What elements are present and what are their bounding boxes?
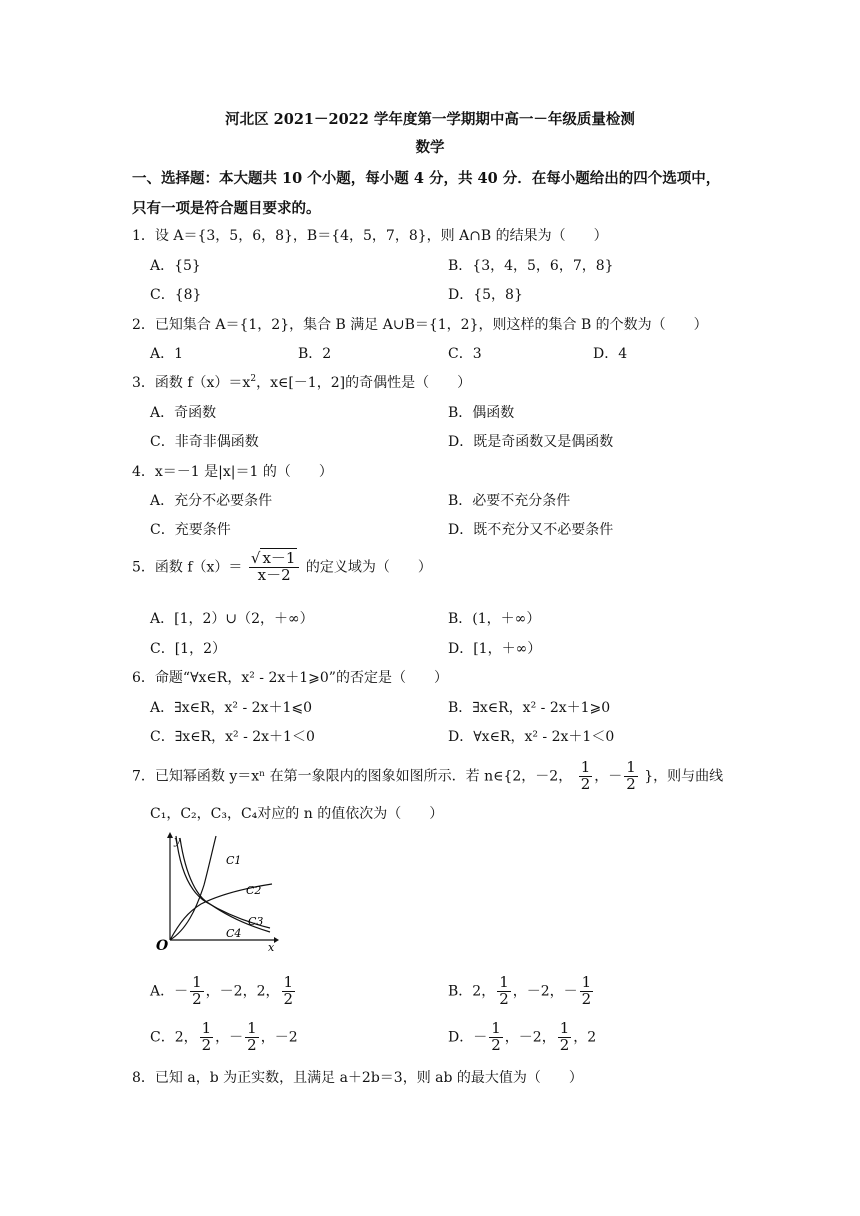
q5-option-b: B．(1，＋∞） <box>448 611 541 627</box>
q5-option-c: C．[1，2） <box>150 641 226 657</box>
question-1-stem: 1．设 A＝{3，5，6，8}，B＝{4，5，7，8}，则 A∩B 的结果为（ ） <box>132 228 608 244</box>
question-6-stem: 6．命题“∀x∈R，x² - 2x＋1⩾0”的否定是（ ） <box>132 670 448 686</box>
curve-c1 <box>170 836 216 940</box>
q5-option-d: D．[1，＋∞） <box>448 641 542 657</box>
question-2-stem: 2．已知集合 A＝{1，2}，集合 B 满足 A∪B＝{1，2}，则这样的集合 B 的个数为（ ） <box>132 317 708 333</box>
q1-option-c: C．{8} <box>150 287 202 303</box>
q3-option-b: B．偶函数 <box>448 405 515 421</box>
q7-option-d: D．－ $\frac{1}{2}$ ，－2， $\frac{1}{2}$ ，2 <box>448 1019 597 1054</box>
q4-option-b: B．必要不充分条件 <box>448 493 571 509</box>
subject-title: 数学 <box>415 139 445 156</box>
question-4-stem: 4．x＝－1 是|x|＝1 的（ ） <box>132 464 333 480</box>
x-axis-label: x <box>268 941 275 952</box>
power-function-graph <box>146 830 280 952</box>
q1-option-b: B．{3，4，5，6，7，8} <box>448 258 614 274</box>
question-5-stem: 5．函数 f（x）＝ $\frac{√ x-1}{x-2}$ 的定义域为（ ） <box>132 549 432 584</box>
section-heading-line2: 只有一项是符合题目要求的。 <box>132 200 321 217</box>
q4-option-c: C．充要条件 <box>150 522 231 538</box>
q5-fraction: $\frac{√ x-1}{x-2}$ <box>249 551 300 584</box>
section-heading-line1: 一、选择题：本大题共 10 个小题，每小题 4 分，共 40 分．在每小题给出的四个选项中， <box>132 170 721 187</box>
q7-option-a: A．－ $\frac{1}{2}$ ，－2，2， $\frac{1}{2}$ <box>150 973 294 1008</box>
curve-label-c4: C4 <box>226 927 242 940</box>
q6-option-d: D．∀x∈R，x² - 2x＋1＜0 <box>448 729 615 745</box>
q3-option-c: C．非奇非偶函数 <box>150 434 259 450</box>
question-7-stem-line1: 7．已知幂函数 y＝xⁿ 在第一象限内的图象如图所示．若 n∈{2，－2， $\frac{1}{2}$ ，－ $\frac{1}{2}$ }，则与曲线 <box>132 758 724 793</box>
q3-option-a: A．奇函数 <box>150 405 217 421</box>
q1-option-a: A．{5} <box>150 258 201 274</box>
y-axis-label: y <box>174 834 181 847</box>
q6-option-a: A．∃x∈R，x² - 2x＋1⩽0 <box>150 700 312 716</box>
origin-label: O <box>156 938 169 952</box>
q3-option-d: D．既是奇函数又是偶函数 <box>448 434 614 450</box>
q5-option-a: A．[1，2）∪（2，＋∞） <box>150 611 314 627</box>
q2-option-d: D．4 <box>593 346 628 362</box>
q7-option-b: B．2， $\frac{1}{2}$ ，－2，－ $\frac{1}{2}$ <box>448 973 592 1008</box>
q4-option-a: A．充分不必要条件 <box>150 493 273 509</box>
exam-title: 河北区 2021－2022 学年度第一学期期中高一－年级质量检测 <box>225 111 635 128</box>
q6-option-b: B．∃x∈R，x² - 2x＋1⩾0 <box>448 700 611 716</box>
curve-label-c1: C1 <box>226 854 242 867</box>
question-7-stem-line2: C₁，C₂，C₃，C₄对应的 n 的值依次为（ ） <box>150 806 444 822</box>
y-axis-arrow <box>167 832 173 838</box>
q2-option-b: B．2 <box>298 346 332 362</box>
x-axis-arrow <box>274 937 279 943</box>
q7-option-c: C．2， $\frac{1}{2}$ ，－ $\frac{1}{2}$ ，－2 <box>150 1019 298 1054</box>
q1-option-d: D．{5，8} <box>448 287 523 303</box>
curve-label-c2: C2 <box>246 884 262 897</box>
q6-option-c: C．∃x∈R，x² - 2x＋1＜0 <box>150 729 315 745</box>
curve-label-c3: C3 <box>248 915 264 928</box>
q2-option-c: C．3 <box>448 346 482 362</box>
question-3-stem: 3．函数 $f(x)=x^2$，x∈[－1，2]的奇偶性是（ ） <box>132 374 472 391</box>
question-8-stem: 8．已知 a，b 为正实数，且满足 a＋2b＝3，则 ab 的最大值为（ ） <box>132 1070 583 1086</box>
q2-option-a: A．1 <box>150 346 184 362</box>
q4-option-d: D．既不充分又不必要条件 <box>448 522 614 538</box>
